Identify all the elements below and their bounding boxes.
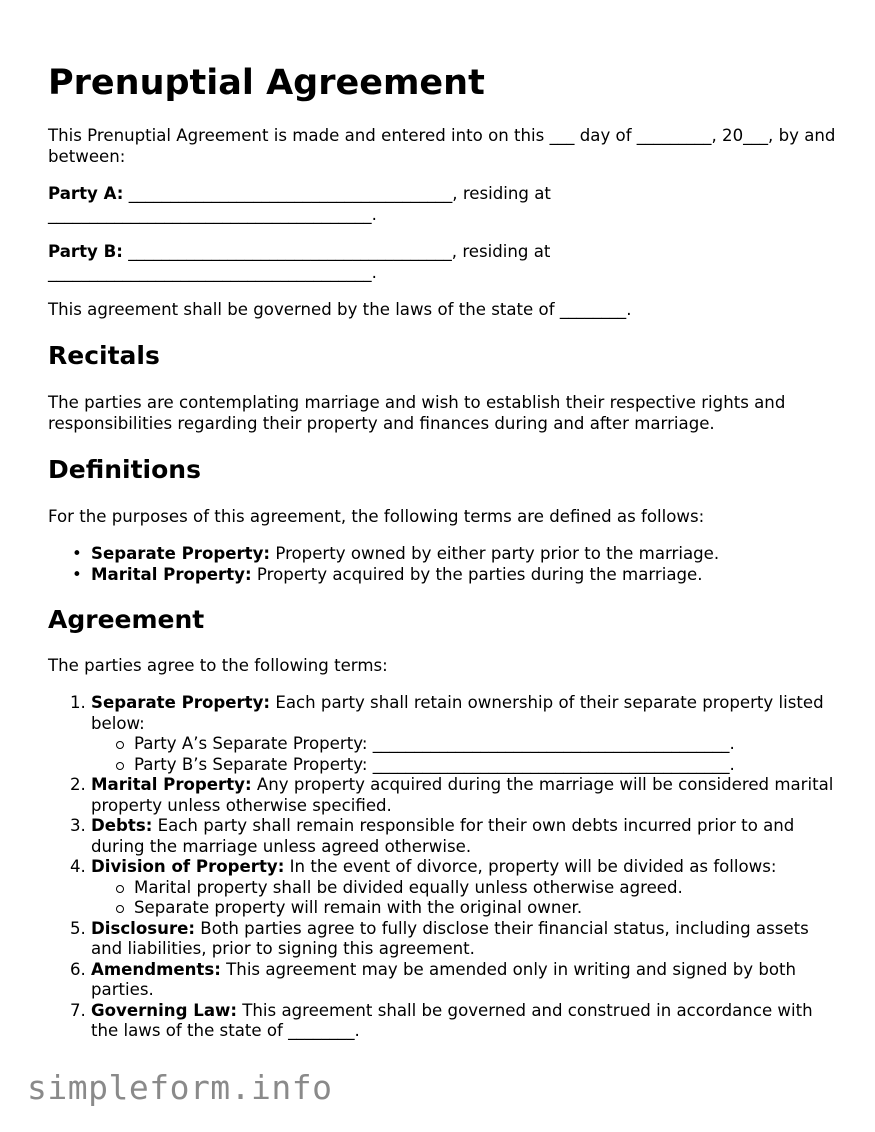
sub-list-item: Party A’s Separate Property: ___________________________________________. <box>91 734 838 755</box>
term-text: This agreement shall be governed and construed in accordance with the laws of the state of ________. <box>91 1000 813 1040</box>
term-title: Marital Property: <box>91 775 252 794</box>
term-text: Both parties agree to fully disclose their financial status, including assets and liabilities, prior to signing this agreement. <box>91 918 809 958</box>
definition-text: Property owned by either party prior to the marriage. <box>270 544 720 563</box>
sub-list-item: Marital property shall be divided equally unless otherwise agreed. <box>91 878 838 899</box>
term-text: Any property acquired during the marriage will be considered marital property unless otherwise specified. <box>91 775 834 815</box>
party-a-label: Party A: <box>48 184 124 203</box>
sub-list <box>91 734 838 775</box>
governing-law-intro: This agreement shall be governed by the laws of the state of ________. <box>48 300 632 319</box>
recitals-text: The parties are contemplating marriage and wish to establish their respective rights and responsibilities regarding their property and finances during and after marriage. <box>48 393 786 433</box>
party-b-label: Party B: <box>48 242 123 261</box>
document-title: Prenuptial Agreement <box>48 63 485 103</box>
recitals-heading: Recitals <box>48 341 160 370</box>
party-b-line <box>48 242 838 283</box>
term-text: Each party shall retain ownership of their separate property listed below: <box>91 693 824 733</box>
definitions-list <box>48 544 838 585</box>
term-number: 2. <box>70 775 86 794</box>
watermark-text: simpleform.info <box>27 1068 333 1107</box>
agreement-terms-list <box>48 693 838 1042</box>
list-item <box>48 919 838 960</box>
definition-text: Property acquired by the parties during the marriage. <box>251 564 703 584</box>
list-item <box>48 544 838 565</box>
definitions-heading: Definitions <box>48 455 201 484</box>
intro-paragraph: This Prenuptial Agreement is made and entered into on this ___ day of _________, 20___, by and between: <box>48 126 836 166</box>
list-item <box>48 1001 838 1042</box>
definition-term: Separate Property: <box>91 544 271 563</box>
party-a-text: _______________________________________, residing at _______________________________________. <box>48 184 551 224</box>
list-item <box>48 693 838 775</box>
term-number: 6. <box>70 959 86 979</box>
term-text: In the event of divorce, property will be divided as follows: <box>284 857 777 876</box>
definitions-intro: For the purposes of this agreement, the following terms are defined as follows: <box>48 507 705 526</box>
term-title: Governing Law: <box>91 1000 237 1020</box>
term-number: 1. <box>70 693 86 712</box>
term-title: Debts: <box>91 816 153 835</box>
term-number: 4. <box>70 857 86 876</box>
term-title: Division of Property: <box>91 857 285 876</box>
term-title: Separate Property: <box>91 693 271 712</box>
list-item <box>48 816 838 857</box>
term-text: Each party shall remain responsible for their own debts incurred prior to and during the marriage unless agreed otherwise. <box>91 816 795 856</box>
agreement-heading: Agreement <box>48 605 205 634</box>
term-title: Disclosure: <box>91 918 196 938</box>
list-item <box>48 565 838 586</box>
list-item <box>48 857 838 919</box>
term-title: Amendments: <box>91 959 221 979</box>
agreement-intro: The parties agree to the following terms: <box>48 656 388 675</box>
party-b-text: _______________________________________, residing at _______________________________________. <box>48 242 551 282</box>
list-item <box>48 960 838 1001</box>
term-number: 7. <box>70 1000 86 1020</box>
term-number: 5. <box>70 918 86 938</box>
list-item <box>48 775 838 816</box>
definition-term: Marital Property: <box>91 564 252 584</box>
sub-list-item: Separate property will remain with the original owner. <box>91 898 838 919</box>
sub-list <box>91 878 838 919</box>
sub-list-item: Party B’s Separate Property: ___________________________________________. <box>91 755 838 776</box>
party-a-line <box>48 184 838 225</box>
term-number: 3. <box>70 816 86 835</box>
term-text: This agreement may be amended only in writing and signed by both parties. <box>91 959 797 999</box>
